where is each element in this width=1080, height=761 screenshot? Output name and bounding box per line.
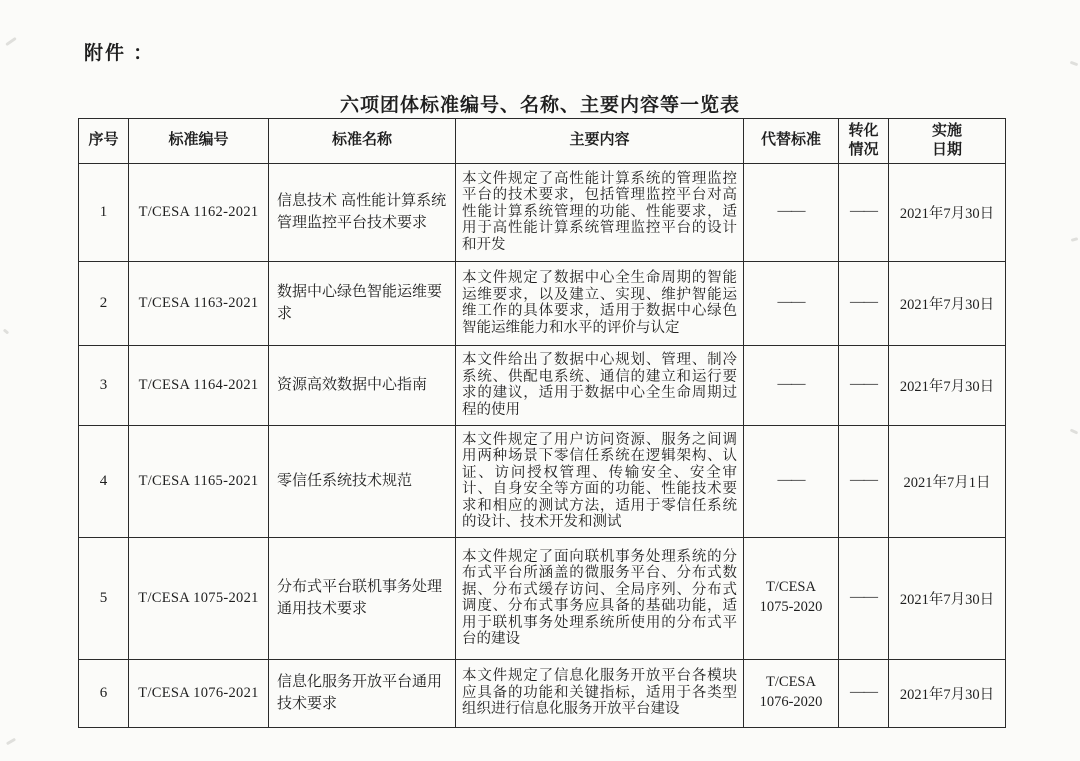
- cell-std-name: 信息技术 高性能计算系统管理监控平台技术要求: [269, 163, 456, 261]
- cell-std-no: T/CESA 1163-2021: [129, 261, 269, 345]
- header-std-no: 标准编号: [129, 119, 269, 164]
- table-row: [79, 425, 1006, 537]
- cell-std-name: 资源高效数据中心指南: [269, 345, 456, 425]
- header-replaced-std: 代替标准: [744, 119, 839, 164]
- cell-conversion: ——: [839, 537, 889, 659]
- cell-replaced-std: T/CESA 1075-2020: [744, 537, 839, 659]
- scan-artifact: [1071, 237, 1079, 242]
- cell-impl-date: 2021年7月30日: [889, 659, 1006, 727]
- cell-replaced-std: ——: [744, 163, 839, 261]
- cell-seq: 3: [79, 345, 129, 425]
- cell-std-name: 信息化服务开放平台通用技术要求: [269, 659, 456, 727]
- table-row: [79, 659, 1006, 727]
- table-row: [79, 163, 1006, 261]
- page-title: 六项团体标准编号、名称、主要内容等一览表: [339, 95, 740, 116]
- standards-table: [78, 118, 1006, 728]
- header-seq: 序号: [79, 119, 129, 164]
- scan-artifact: [1070, 61, 1079, 67]
- cell-impl-date: 2021年7月30日: [889, 261, 1006, 345]
- cell-seq: 4: [79, 425, 129, 537]
- cell-impl-date: 2021年7月1日: [889, 425, 1006, 537]
- table-header-row: [79, 119, 1006, 164]
- cell-std-no: T/CESA 1076-2021: [129, 659, 269, 727]
- cell-impl-date: 2021年7月30日: [889, 345, 1006, 425]
- cell-main-content: 本文件规定了数据中心全生命周期的智能运维要求，以及建立、实现、维护智能运维工作的具体要求，适用于数据中心绿色智能运维能力和水平的评价与认定: [456, 261, 744, 345]
- cell-impl-date: 2021年7月30日: [889, 163, 1006, 261]
- attachment-label: 附件 ：: [84, 43, 155, 64]
- cell-std-no: T/CESA 1162-2021: [129, 163, 269, 261]
- cell-replaced-std: T/CESA 1076-2020: [744, 659, 839, 727]
- header-conversion: [839, 119, 889, 164]
- cell-std-no: T/CESA 1164-2021: [129, 345, 269, 425]
- cell-conversion: ——: [839, 261, 889, 345]
- cell-seq: 6: [79, 659, 129, 727]
- cell-main-content: 本文件规定了面向联机事务处理系统的分布式平台所涵盖的微服务平台、分布式数据、分布式缓存访问、全局序列、分布式调度、分布式事务应具备的基础功能，适用于联机事务处理系统所使用的分布式平台的建设: [456, 537, 744, 659]
- cell-seq: 2: [79, 261, 129, 345]
- table-row: [79, 345, 1006, 425]
- header-std-name: 标准名称: [269, 119, 456, 164]
- cell-conversion: ——: [839, 425, 889, 537]
- table-row: [79, 261, 1006, 345]
- header-impl-line2: 日期: [931, 140, 962, 158]
- cell-main-content: 本文件规定了高性能计算系统的管理监控平台的技术要求，包括管理监控平台对高性能计算系统管理的功能、性能要求，适用于高性能计算系统管理监控平台的设计和开发: [456, 163, 744, 261]
- cell-main-content: 本文件规定了信息化服务开放平台各模块应具备的功能和关键指标，适用于各类型组织进行信息化服务开放平台建设: [456, 659, 744, 727]
- cell-seq: 1: [79, 163, 129, 261]
- scan-artifact: [5, 37, 17, 46]
- scan-artifact: [1070, 428, 1079, 434]
- scan-artifact: [6, 738, 16, 746]
- header-impl-line1: 实施: [931, 122, 962, 139]
- cell-std-no: T/CESA 1075-2021: [129, 537, 269, 659]
- cell-replaced-std: ——: [744, 261, 839, 345]
- cell-main-content: 本文件规定了用户访问资源、服务之间调用两种场景下零信任系统在逻辑架构、认证、访问授权管理、传输安全、安全审计、自身安全等方面的功能、性能技术要求和相应的测试方法，适用于零信任系统的设计、技术开发和测试: [456, 425, 744, 537]
- cell-std-name: 分布式平台联机事务处理通用技术要求: [269, 537, 456, 659]
- header-conversion-line1: 转化: [848, 122, 879, 139]
- header-main-content: 主要内容: [456, 119, 744, 164]
- cell-main-content: 本文件给出了数据中心规划、管理、制冷系统、供配电系统、通信的建立和运行要求的建议，适用于数据中心全生命周期过程的使用: [456, 345, 744, 425]
- cell-std-no: T/CESA 1165-2021: [129, 425, 269, 537]
- cell-std-name: 数据中心绿色智能运维要求: [269, 261, 456, 345]
- cell-conversion: ——: [839, 659, 889, 727]
- cell-impl-date: 2021年7月30日: [889, 537, 1006, 659]
- table-row: [79, 537, 1006, 659]
- cell-conversion: ——: [839, 163, 889, 261]
- header-impl-date: [889, 119, 1006, 164]
- cell-conversion: ——: [839, 345, 889, 425]
- cell-replaced-std: ——: [744, 425, 839, 537]
- cell-replaced-std: ——: [744, 345, 839, 425]
- scan-artifact: [3, 328, 10, 334]
- cell-std-name: 零信任系统技术规范: [269, 425, 456, 537]
- cell-seq: 5: [79, 537, 129, 659]
- header-conversion-line2: 情况: [848, 140, 879, 158]
